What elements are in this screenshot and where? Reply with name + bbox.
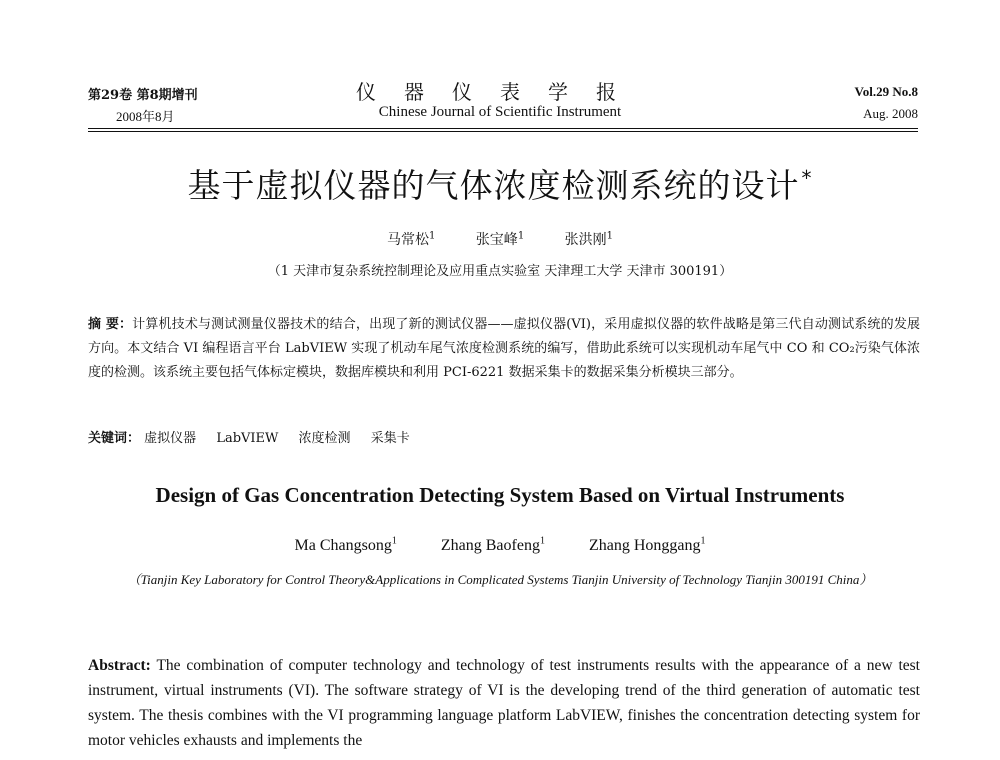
date-cn: 2008年8月 [116,109,175,124]
volume-issue-en: Vol.29 No.8 [854,84,918,99]
header-rule [88,128,918,129]
paper-title-cn [0,160,1000,207]
volume-issue-cn: 第29卷 第8期增刊 [88,88,198,103]
keyword-1: 虚拟仪器 [144,431,197,446]
journal-title-en: Chinese Journal of Scientific Instrument [378,104,622,120]
date-en: Aug. 2008 [863,106,918,121]
keywords-cn-label: 关键词： [88,431,141,446]
keyword-4: 采集卡 [370,431,410,446]
keyword-2: LabVIEW [216,431,279,446]
author-en-1: Ma Changsong$^1$ [294,536,397,555]
paper-title-cn-text: 基于虚拟仪器的气体浓度检测系统的设计 [187,166,800,205]
author-en-3: Zhang Honggang$^1$ [588,536,706,555]
affiliation-en: （Tianjin Key Laboratory for Control Theory&Applications in Complicated Systems Tianjin University of Technology Tianjin 300191 China） [127,572,873,587]
abstract-en-label: Abstract: [88,657,151,674]
authors-en [0,536,1000,555]
author-cn-3: 张洪刚$^1$ [564,230,614,248]
abstract-en [88,653,920,753]
keyword-3: 浓度检测 [298,431,351,446]
abstract-cn-label: 摘 要： [88,317,133,332]
paper-title-en: Design of Gas Concentration Detecting System Based on Virtual Instruments [155,483,845,507]
author-en-2: Zhang Baofeng$^1$ [440,536,545,555]
author-cn-2: 张宝峰$^1$ [475,230,525,248]
abstract-cn-text: 计算机技术与测试测量仪器技术的结合，出现了新的测试仪器——虚拟仪器(VI)，采用虚拟仪器的软件战略是第三代自动测试系统的发展方向。本文结合 VI 编程语言平台 LabVIEW 实现了机动车尾气浓度检测系统的编写，借助此系统可以实现机动车尾气中 CO 和 CO₂污染气体浓度的检测。该系统主要包括气体标定模块，数据库模块和利用 PCI-6221 数据采集卡的数据采集分析模块三部分。 [88,317,920,380]
keywords-cn [88,427,920,446]
abstract-cn [88,313,920,385]
affiliation-cn: （1 天津市复杂系统控制理论及应用重点实验室 天津理工大学 天津市 300191） [267,264,733,279]
journal-title-cn: 仪器仪表学报 [356,80,644,104]
header-rule-thin [88,131,918,132]
authors-cn [0,229,1000,249]
abstract-en-text: The combination of computer technology and technology of test instruments results with the appearance of a new test instrument, virtual instruments (VI). The software strategy of VI is the developing trend of the third generation of automatic test system. The thesis combines with the VI programming language platform LabVIEW, finishes the concentration detecting system for motor vehicles exhausts and implements the [88,657,920,749]
author-cn-1: 马常松$^1$ [386,230,436,248]
title-footnote-mark: * [801,166,813,190]
